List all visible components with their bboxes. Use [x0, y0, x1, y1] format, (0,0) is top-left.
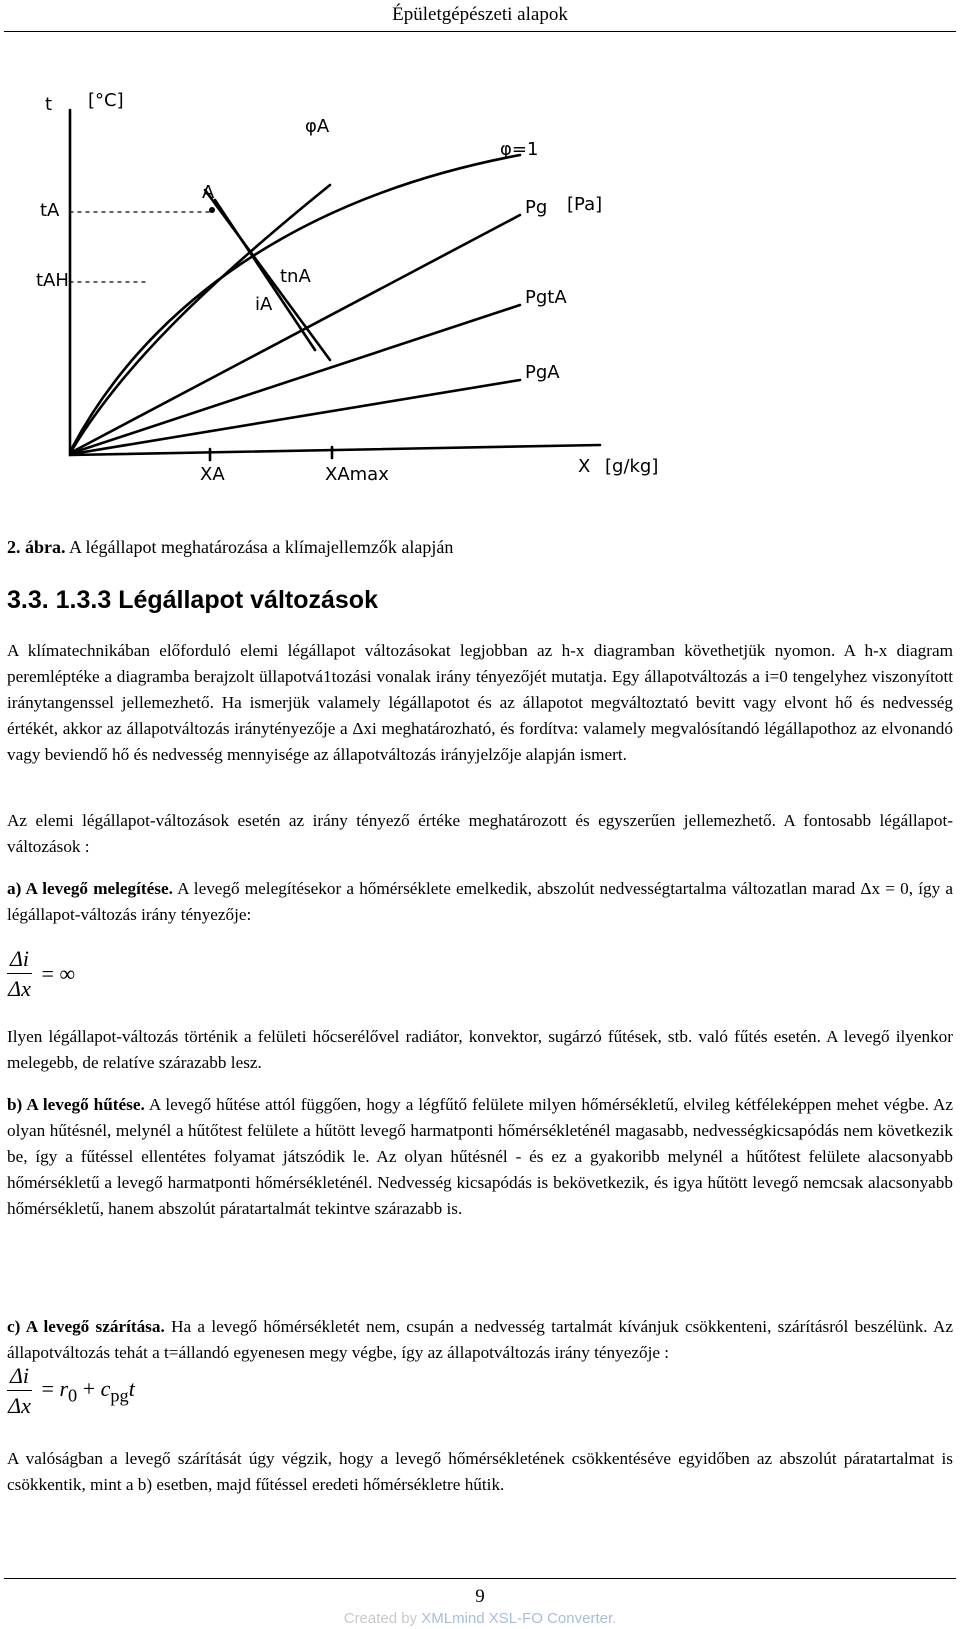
t-ah-label: tAH — [36, 270, 69, 291]
paragraph-heating-example: Ilyen légállapot-változás történik a felületi hőcserélővel radiátor, konvektor, sugárzó fűtések, stb. való fűtés esetén. A levegő ilyenkor melegebb, de relatíve szárazabb lesz. — [7, 1027, 953, 1072]
header-divider — [4, 31, 956, 32]
formula-heating-denominator: Δx — [8, 976, 31, 1001]
formula-drying-denominator: Δx — [8, 1393, 31, 1418]
formula-drying-rhs: = $r_0 + c_{pg}t$ — [41, 1375, 135, 1406]
formula-heating-numerator: Δi — [7, 946, 32, 974]
cooling-text: A levegő hűtése attól függően, hogy a légfűtő felülete milyen hőmérsékletű, elvileg kétféleképpen mehet végbe. Az olyan hűtésnél, melynél a hűtőtest felülete a hűtött levegő harmatponti hőmérsékleténél magasabb, nedvességkicsapódás nem következik be, így a fűtéssel ellentétes folyamat játszódik le. Az olyan hűtésnél - és ez a gyakoribb melynél a hűtőtest felülete alacsonyabb hőmérsékletű a levegő harmatponti hőmérsékleténél. Nedvesség kicsapódás is bekövetkezik, és igya hűtött levegő nemcsak alacsonyabb hőmérsékletű, hanem abszolút páratartalmát tekintve szárazabb is. — [7, 1095, 953, 1218]
x-axis-unit: [g/kg] — [605, 456, 659, 477]
axis-t-label: t — [45, 94, 53, 115]
saturation-curve — [72, 155, 520, 448]
paragraph-drying-practice: A valóságban a levegő szárítását úgy végzik, hogy a levegő hőmérsékletének csökkentéséve egyidőben az abszolút páratartalmat is csökkentik, mint a b) esetben, majd fűtéssel eredeti hőmérsékletre hűtik. — [7, 1449, 953, 1494]
pg-label: Pg — [525, 197, 548, 218]
caption-label: 2. ábra. — [7, 537, 66, 557]
heating-text: A levegő melegítésekor a hőmérséklete emelkedik, abszolút nedvességtartalma változatlan marad Δx = 0, így a légállapot-változás irány tényezője: — [7, 879, 953, 924]
paragraph-elementary-changes: Az elemi légállapot-változások esetén az irány tényező értéke meghatározott és egyszerűen jellemezhető. A fontosabb légállapot-változások : — [7, 811, 953, 856]
footer-divider — [4, 1578, 956, 1579]
t-a-label: tA — [40, 200, 60, 221]
pgt-line — [72, 305, 520, 453]
caption-text: A légállapot meghatározása a klímajellemzők alapján — [65, 537, 454, 557]
paragraph-intro: A klímatechnikában előforduló elemi légállapot változásokat legjobban az h-x diagramban követhetjük nyomon. A h-x diagram peremléptéke a diagramba berajzolt üllapotvá1tozási vonalak irány tényezőjét mutatja. Egy állapotváltozás a i=0 tengelyhez viszonyított iránytangenssel jellemezhető. Ha ismerjük valamely légállapotot és az állapotot megváltoztató bevitt vagy elvont hő és nedvesség értékét, akkor az állapotváltozás iránytényezője a Δxi meghatározható, és fordítva: valamely megvalósítandó légállapothoz az elvonandó vagy beviendő hő és nedvesség mennyisége az állapotváltozás irányjelzője alapján ismert. — [7, 641, 953, 764]
drying-text: Ha a levegő hőmérsékletét nem, csupán a nedvesség tartalmát kívánjuk csökkenteni, szárításról beszélünk. Az állapotváltozás tehát a t=állandó egyenesen megy végbe, így az állapotváltozás irány tényezője : — [7, 1317, 953, 1362]
drying-label: c) A levegő szárítása. — [7, 1317, 165, 1336]
section-heading: 3.3. 1.3.3 Légállapot változások — [7, 586, 378, 614]
cooling-label: b) A levegő hűtése. — [7, 1095, 145, 1114]
point-a-marker — [209, 207, 215, 213]
t-na-label: tnA — [280, 266, 311, 287]
converter-credit: Created by XMLmind XSL-FO Converter. — [343, 1610, 617, 1627]
page-number: 9 — [475, 1586, 485, 1607]
point-a-label: A — [202, 182, 215, 203]
phi-a-label: φA — [305, 116, 330, 137]
formula-drying — [7, 1363, 135, 1419]
x-axis — [70, 445, 600, 455]
paragraph-heating — [7, 876, 953, 928]
formula-drying-numerator: Δi — [7, 1363, 32, 1391]
formula-drying-fraction — [7, 1363, 32, 1419]
page-header: Épületgépészeti alapok — [392, 4, 568, 25]
x-a-label: XA — [200, 464, 225, 485]
i-a-label: iA — [255, 294, 273, 315]
formula-heating — [7, 946, 75, 1002]
x-amax-label: XAmax — [325, 464, 389, 485]
heating-label: a) A levegő melegítése. — [7, 879, 173, 898]
hx-diagram-figure — [0, 70, 720, 520]
pga-label: PgA — [525, 362, 560, 383]
x-axis-label: X — [578, 456, 591, 477]
pg-unit-label: [Pa] — [567, 194, 603, 215]
paragraph-cooling — [7, 1092, 953, 1222]
formula-heating-rhs: = ∞ — [41, 961, 76, 986]
paragraph-drying — [7, 1314, 953, 1366]
pgt-label: PgtA — [525, 287, 567, 308]
phi-1-label: φ=1 — [500, 139, 539, 160]
formula-heating-fraction — [7, 946, 32, 1002]
figure-caption — [7, 537, 453, 558]
converter-link[interactable]: XMLmind XSL-FO Converter — [421, 1610, 613, 1627]
axis-t-unit: [°C] — [88, 90, 124, 111]
